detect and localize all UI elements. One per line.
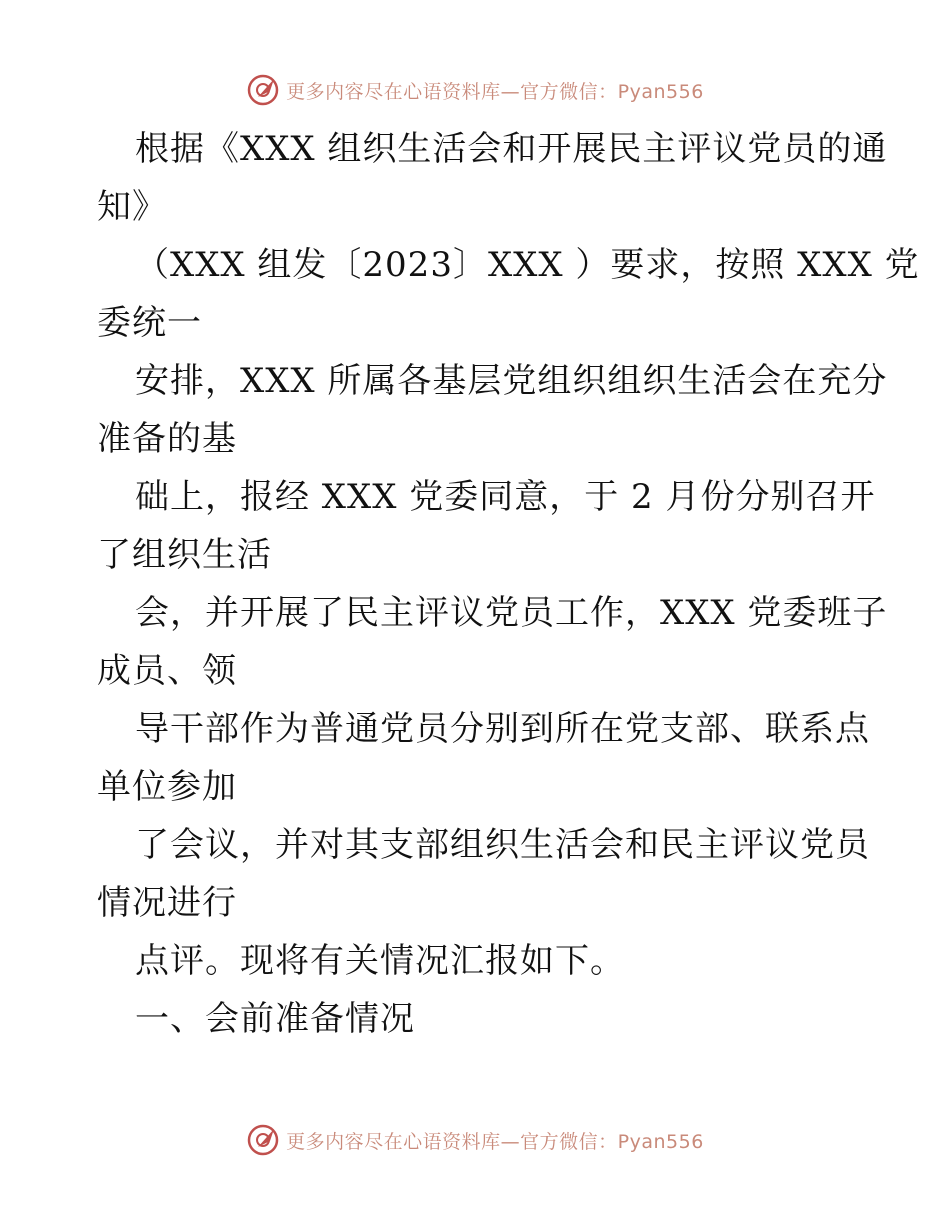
body-line: 根据《XXX 组织生活会和开展民主评议党员的通 [135,129,888,169]
section-heading: 一、会前准备情况 [135,999,415,1039]
body-line: 了组织生活 [97,535,272,575]
quill-logo-icon [246,1123,280,1157]
body-line: 知》 [97,187,167,227]
body-line: （XXX 组发〔2023〕XXX ）要求，按照 XXX 党 [135,245,920,285]
watermark-text: 更多内容尽在心语资料库—官方微信：Pyan556 [286,1130,704,1153]
body-line: 了会议，并对其支部组织生活会和民主评议党员 [135,825,870,865]
body-line: 单位参加 [97,767,237,807]
body-line: 成员、领 [97,651,237,691]
quill-logo-icon [246,73,280,107]
body-line: 础上，报经 XXX 党委同意，于 2 月份分别召开 [135,477,876,517]
body-line: 点评。现将有关情况汇报如下。 [135,941,625,981]
body-line: 安排，XXX 所属各基层党组织组织生活会在充分 [135,361,888,401]
watermark-text: 更多内容尽在心语资料库—官方微信：Pyan556 [286,80,704,103]
footer-watermark [0,1120,950,1160]
body-line: 会，并开展了民主评议党员工作，XXX 党委班子 [135,593,888,633]
document-body [97,120,920,1048]
header-watermark [0,70,950,110]
body-line: 导干部作为普通党员分别到所在党支部、联系点 [135,709,870,749]
body-line: 委统一 [97,303,202,343]
body-line: 情况进行 [97,883,237,923]
body-line: 准备的基 [97,419,237,459]
